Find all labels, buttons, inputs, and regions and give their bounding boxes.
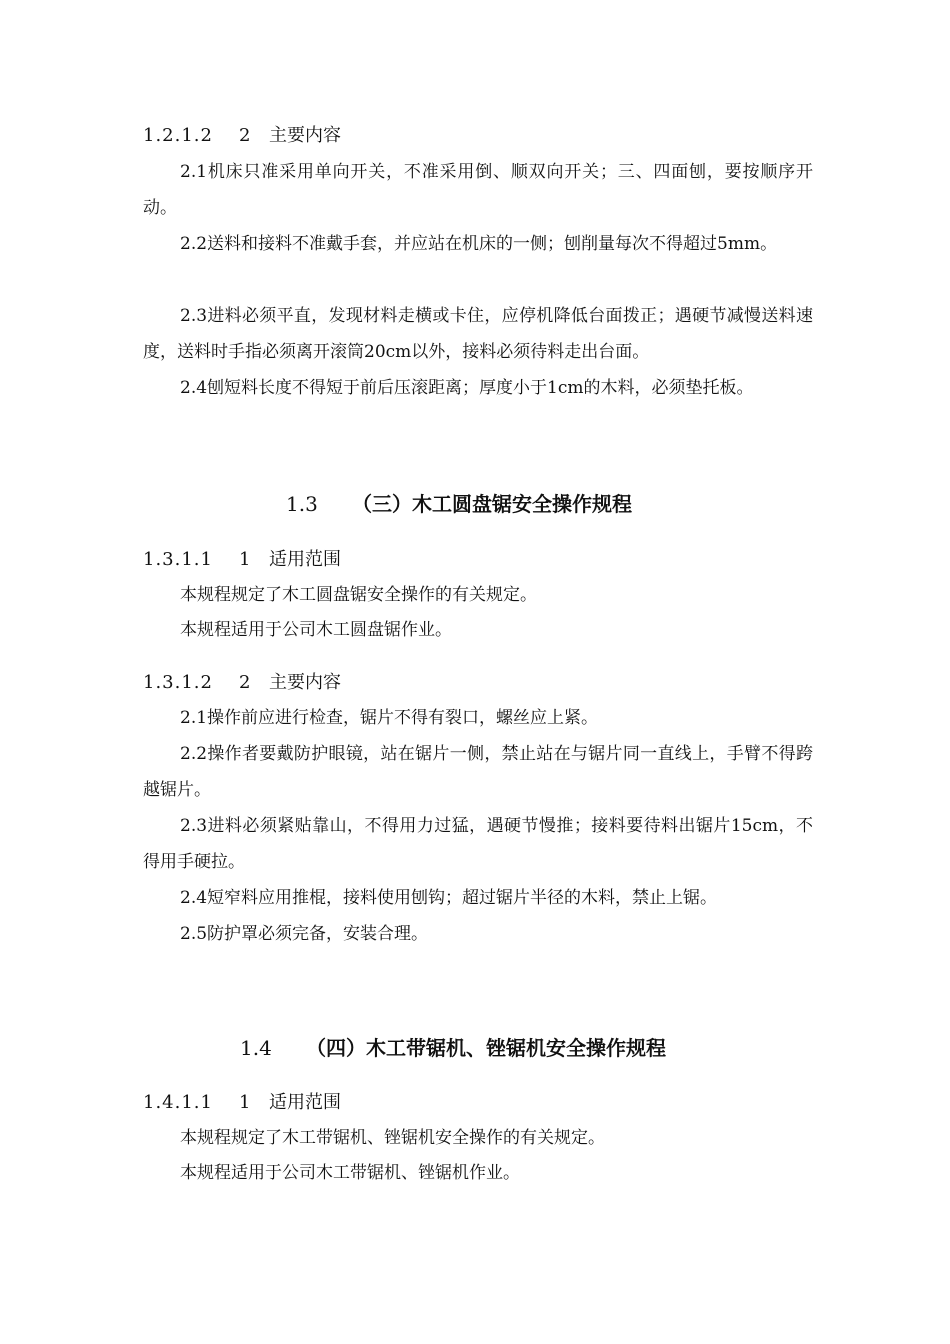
subsection-heading-1-3-1-2 bbox=[143, 671, 341, 695]
subsection-title: 适用范围 bbox=[269, 1092, 341, 1113]
subsection-title: 主要内容 bbox=[269, 672, 341, 693]
paragraph-item: 2.2操作者要戴防护眼镜，站在锯片一侧，禁止站在与锯片同一直线上，手臂不得跨越锯片。 bbox=[143, 744, 813, 800]
paragraph-item: 2.4刨短料长度不得短于前后压滚距离；厚度小于1cm的木料，必须垫托板。 bbox=[180, 378, 754, 398]
paragraph-item: 2.3进料必须平直，发现材料走横或卡住，应停机降低台面拨正；遇硬节减慢送料速度，送料时手指必须离开滚筒20cm以外，接料必须待料走出台面。 bbox=[143, 306, 813, 362]
subsection-heading-1-3-1-1 bbox=[143, 548, 341, 572]
paragraph-item: 2.2送料和接料不准戴手套，并应站在机床的一侧；刨削量每次不得超过5mm。 bbox=[180, 234, 778, 254]
paragraph-item: 2.3进料必须紧贴靠山，不得用力过猛，遇硬节慢推；接料要待料出锯片15cm，不得用手硬拉。 bbox=[143, 816, 813, 872]
scope-line: 本规程适用于公司木工圆盘锯作业。 bbox=[180, 620, 452, 640]
subsection-index: 2 bbox=[239, 125, 251, 146]
section-title: （四）木工带锯机、锉锯机安全操作规程 bbox=[306, 1036, 666, 1060]
paragraph-item: 2.1机床只准采用单向开关，不准采用倒、顺双向开关；三、四面刨，要按顺序开动。 bbox=[143, 162, 813, 218]
scope-line: 本规程规定了木工带锯机、锉锯机安全操作的有关规定。 bbox=[180, 1128, 605, 1148]
paragraph-item: 2.5防护罩必须完备，安装合理。 bbox=[180, 924, 429, 944]
section-title: （三）木工圆盘锯安全操作规程 bbox=[352, 492, 632, 516]
subsection-number: 1.3.1.1 bbox=[143, 549, 213, 570]
section-number: 1.4 bbox=[240, 1036, 272, 1060]
subsection-heading-1-2-1-2 bbox=[143, 124, 341, 148]
scope-line: 本规程规定了木工圆盘锯安全操作的有关规定。 bbox=[180, 585, 537, 605]
subsection-index: 1 bbox=[239, 549, 251, 570]
subsection-index: 1 bbox=[239, 1092, 251, 1113]
paragraph-item: 2.1操作前应进行检查，锯片不得有裂口，螺丝应上紧。 bbox=[180, 708, 599, 728]
subsection-heading-1-4-1-1 bbox=[143, 1091, 341, 1115]
section-heading-1-4 bbox=[240, 1034, 666, 1062]
section-heading-1-3 bbox=[286, 490, 632, 518]
section-number: 1.3 bbox=[286, 492, 318, 516]
subsection-title: 主要内容 bbox=[269, 125, 341, 146]
subsection-number: 1.3.1.2 bbox=[143, 672, 213, 693]
subsection-title: 适用范围 bbox=[269, 549, 341, 570]
paragraph-item: 2.4短窄料应用推棍，接料使用刨钩；超过锯片半径的木料，禁止上锯。 bbox=[180, 888, 718, 908]
subsection-number: 1.4.1.1 bbox=[143, 1092, 213, 1113]
subsection-index: 2 bbox=[239, 672, 251, 693]
subsection-number: 1.2.1.2 bbox=[143, 125, 213, 146]
scope-line: 本规程适用于公司木工带锯机、锉锯机作业。 bbox=[180, 1163, 520, 1183]
